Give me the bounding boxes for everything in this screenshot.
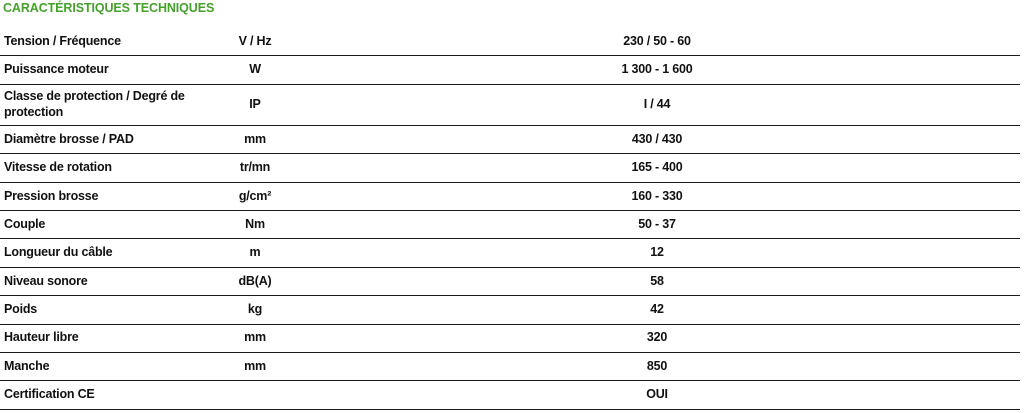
spec-label: Hauteur libre	[4, 330, 79, 345]
spec-label: Certification CE	[4, 387, 95, 402]
spec-label: Pression brosse	[4, 188, 99, 203]
spec-value: 50 - 37	[638, 216, 676, 231]
spec-value: 160 - 330	[631, 188, 683, 203]
spec-unit: tr/mn	[239, 160, 271, 175]
spec-unit: W	[249, 62, 261, 77]
spec-value: 850	[646, 358, 668, 373]
spec-label: Tension / Fréquence	[4, 33, 121, 48]
spec-label: Couple	[4, 216, 46, 231]
spec-row	[0, 353, 1020, 381]
spec-row	[0, 268, 1020, 296]
spec-row	[0, 183, 1020, 211]
spec-label: Longueur du câble	[4, 245, 113, 260]
spec-label: Niveau sonore	[4, 273, 88, 288]
spec-row	[0, 211, 1020, 239]
spec-value: 42	[650, 302, 664, 317]
spec-unit	[205, 381, 305, 408]
spec-value: I / 44	[643, 97, 671, 112]
spec-value: 165 - 400	[631, 160, 683, 175]
spec-unit: g/cm²	[238, 188, 272, 203]
spec-row	[0, 325, 1020, 353]
spec-unit: Nm	[245, 216, 265, 231]
spec-label: Poids	[4, 302, 38, 317]
spec-value: 1 300 - 1 600	[621, 62, 693, 77]
spec-row	[0, 239, 1020, 267]
spec-label: Vitesse de rotation	[4, 160, 112, 175]
spec-unit: dB(A)	[238, 273, 272, 288]
spec-unit: kg	[247, 302, 263, 317]
spec-label: Puissance moteur	[4, 62, 109, 77]
spec-value: 12	[650, 245, 664, 260]
spec-row	[0, 296, 1020, 324]
spec-label: Classe de protection / Degré de protection	[4, 89, 185, 119]
spec-row	[0, 154, 1020, 182]
spec-row	[0, 28, 1020, 56]
spec-value: OUI	[646, 387, 668, 402]
spec-row	[0, 85, 1020, 126]
spec-row	[0, 126, 1020, 154]
spec-row	[0, 381, 1020, 409]
spec-value: 430 / 430	[631, 131, 683, 146]
spec-unit: mm	[244, 131, 266, 146]
spec-row	[0, 56, 1020, 84]
spec-unit: mm	[244, 358, 266, 373]
spec-label: Manche	[4, 358, 50, 373]
spec-table	[0, 28, 1020, 410]
spec-unit: m	[249, 245, 261, 260]
spec-value: 230 / 50 - 60	[623, 33, 691, 48]
spec-unit: IP	[249, 97, 261, 112]
spec-unit: V / Hz	[238, 33, 272, 48]
spec-label: Diamètre brosse / PAD	[4, 131, 134, 146]
spec-value: 320	[646, 330, 668, 345]
spec-unit: mm	[244, 330, 266, 345]
section-heading: CARACTÉRISTIQUES TECHNIQUES	[3, 1, 215, 15]
spec-value: 58	[650, 273, 664, 288]
